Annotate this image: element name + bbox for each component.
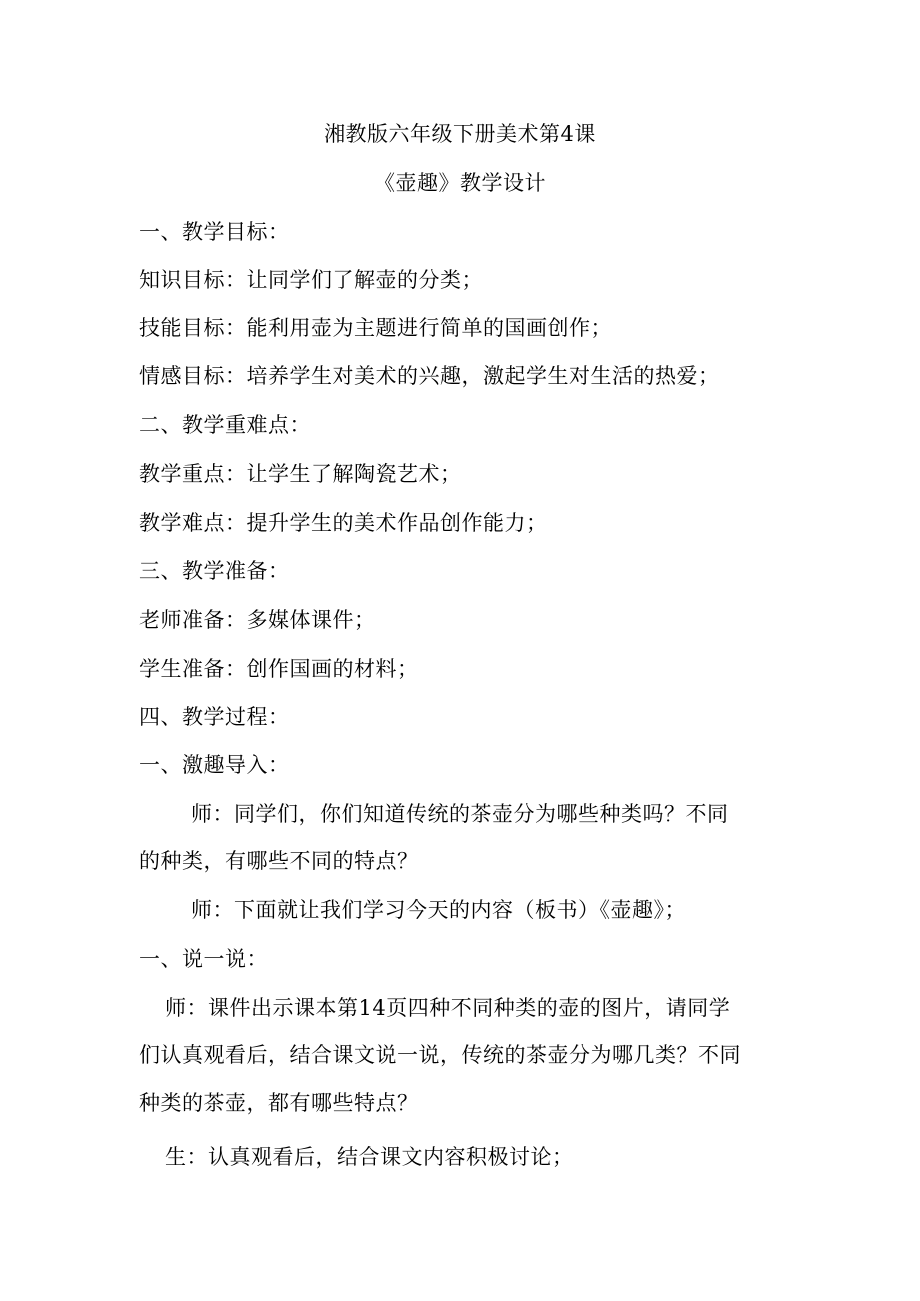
paragraph-line: 生：认真观看后，结合课文内容积极讨论； — [165, 1145, 574, 1169]
section-heading: 一、说一说： — [139, 947, 268, 971]
document-subtitle: 《壶趣》教学设计 — [374, 171, 546, 195]
paragraph-line: 师：下面就让我们学习今天的内容（板书）《壶趣》； — [191, 898, 686, 922]
paragraph-line: 们认真观看后，结合课文说一说，传统的茶壶分为哪几类？不同 — [139, 1043, 741, 1067]
paragraph-line: 的种类，有哪些不同的特点？ — [139, 849, 419, 873]
paragraph-line: 师：同学们，你们知道传统的茶壶分为哪些种类吗？不同 — [191, 802, 729, 826]
paragraph-line: 知识目标：让同学们了解壶的分类； — [139, 268, 483, 292]
paragraph-line: 学生准备：创作国画的材料； — [139, 657, 419, 681]
paragraph-line: 教学重点：让学生了解陶瓷艺术； — [139, 462, 462, 486]
paragraph-line: 师：课件出示课本第14页四种不同种类的壶的图片，请同学 — [165, 996, 731, 1020]
section-heading: 二、教学重难点： — [139, 413, 311, 437]
paragraph-line: 种类的茶壶，都有哪些特点？ — [139, 1091, 419, 1115]
document-title: 湘教版六年级下册美术第4课 — [324, 122, 596, 146]
paragraph-line: 情感目标：培养学生对美术的兴趣，激起学生对生活的热爱； — [139, 364, 720, 388]
section-heading: 四、教学过程： — [139, 705, 290, 729]
paragraph-line: 教学难点：提升学生的美术作品创作能力； — [139, 511, 548, 535]
paragraph-line: 老师准备：多媒体课件； — [139, 608, 376, 632]
paragraph-line: 技能目标：能利用壶为主题进行简单的国画创作； — [139, 316, 612, 340]
section-heading: 一、教学目标： — [139, 220, 290, 244]
section-heading: 一、激趣导入： — [139, 753, 290, 777]
section-heading: 三、教学准备： — [139, 559, 290, 583]
